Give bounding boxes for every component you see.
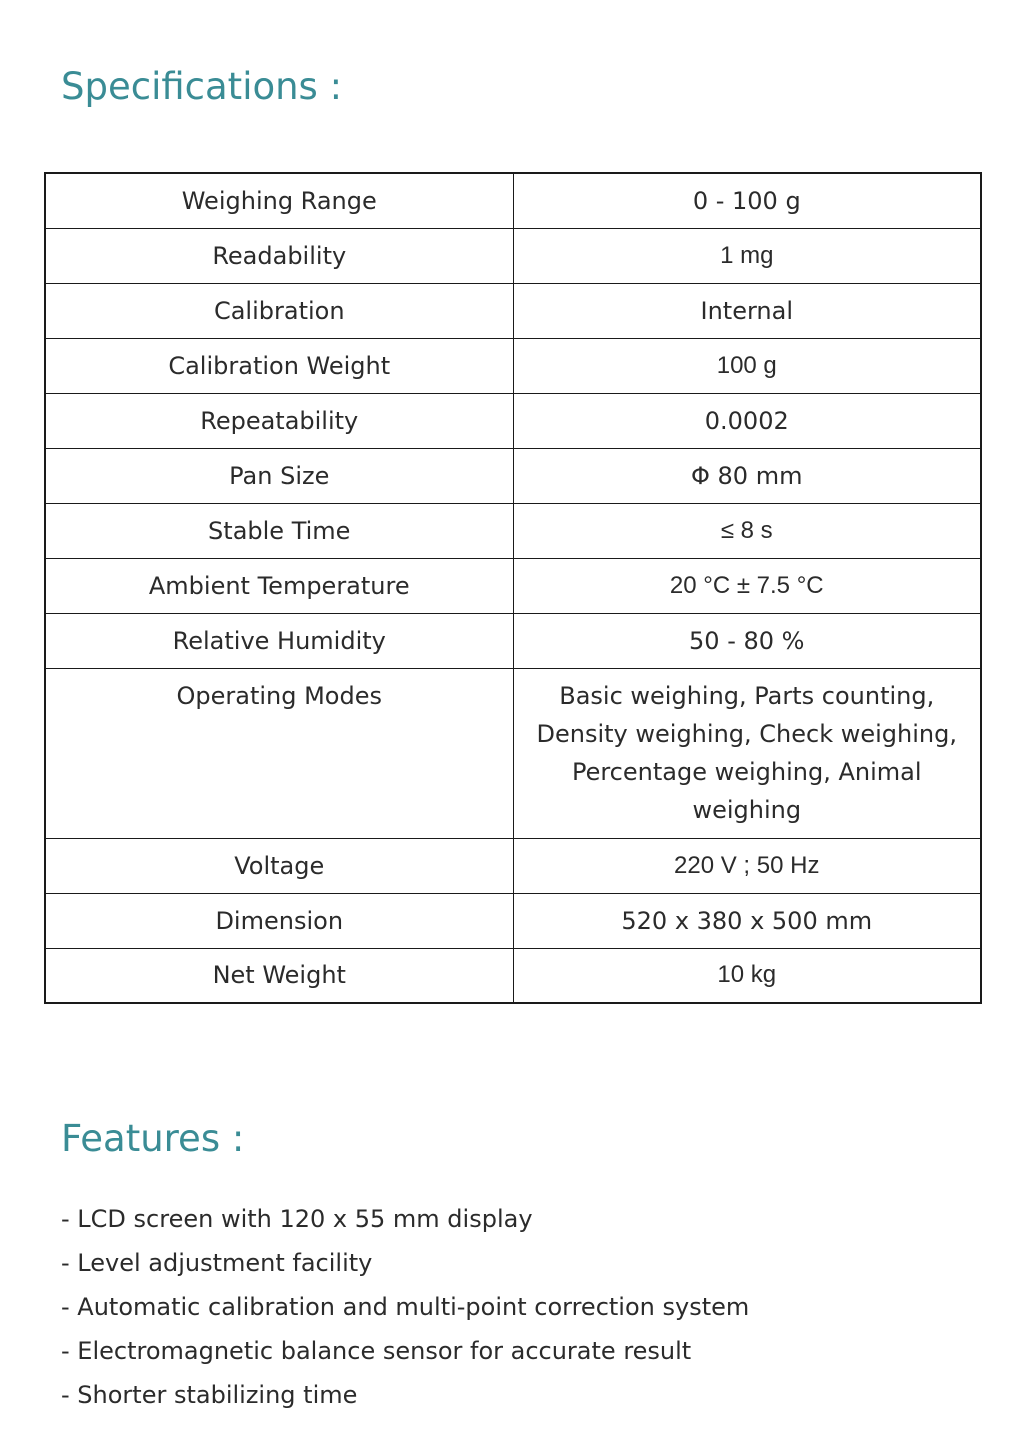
- table-row: [45, 893, 981, 948]
- specifications-table: [44, 172, 982, 1004]
- spec-value-readability: 1 mg: [513, 228, 981, 283]
- spec-label-calibration: Calibration: [45, 283, 513, 338]
- table-row: [45, 948, 981, 1003]
- spec-value-calibration-weight: 100 g: [513, 338, 981, 393]
- spec-value-calibration: Internal: [513, 283, 981, 338]
- table-row: [45, 448, 981, 503]
- spec-label-readability: Readability: [45, 228, 513, 283]
- spec-value-pan-size: Φ 80 mm: [513, 448, 981, 503]
- spec-label-weighing-range: Weighing Range: [45, 173, 513, 228]
- features-list: [61, 1197, 749, 1417]
- spec-value-voltage: 220 V ; 50 Hz: [513, 838, 981, 893]
- spec-label-voltage: Voltage: [45, 838, 513, 893]
- spec-value-operating-modes: Basic weighing, Parts counting, Density weighing, Check weighing, Percentage weighing, Animal weighing: [513, 668, 981, 838]
- table-row: [45, 558, 981, 613]
- spec-label-calibration-weight: Calibration Weight: [45, 338, 513, 393]
- spec-label-relative-humidity: Relative Humidity: [45, 613, 513, 668]
- spec-value-weighing-range: 0 - 100 g: [513, 173, 981, 228]
- spec-label-net-weight: Net Weight: [45, 948, 513, 1003]
- list-item: - Electromagnetic balance sensor for accurate result: [61, 1337, 692, 1365]
- spec-value-net-weight: 10 kg: [513, 948, 981, 1003]
- table-row: [45, 668, 981, 838]
- table-row: [45, 283, 981, 338]
- spec-label-dimension: Dimension: [45, 893, 513, 948]
- table-row: [45, 338, 981, 393]
- spec-value-repeatability: 0.0002: [513, 393, 981, 448]
- table-row: [45, 173, 981, 228]
- list-item: - Shorter stabilizing time: [61, 1381, 358, 1409]
- table-row: [45, 228, 981, 283]
- list-item: - LCD screen with 120 x 55 mm display: [61, 1205, 533, 1233]
- table-row: [45, 393, 981, 448]
- specifications-heading: Specifications :: [61, 65, 343, 108]
- spec-label-pan-size: Pan Size: [45, 448, 513, 503]
- spec-label-ambient-temperature: Ambient Temperature: [45, 558, 513, 613]
- table-row: [45, 838, 981, 893]
- spec-value-relative-humidity: 50 - 80 %: [513, 613, 981, 668]
- features-heading: Features :: [61, 1117, 245, 1160]
- spec-value-ambient-temperature: 20 °C ± 7.5 °C: [513, 558, 981, 613]
- list-item: - Automatic calibration and multi-point correction system: [61, 1293, 750, 1321]
- list-item: - Level adjustment facility: [61, 1249, 373, 1277]
- spec-value-dimension: 520 x 380 x 500 mm: [513, 893, 981, 948]
- table-row: [45, 613, 981, 668]
- spec-label-stable-time: Stable Time: [45, 503, 513, 558]
- spec-value-stable-time: ≤ 8 s: [513, 503, 981, 558]
- table-row: [45, 503, 981, 558]
- spec-label-operating-modes: Operating Modes: [45, 668, 513, 838]
- spec-label-repeatability: Repeatability: [45, 393, 513, 448]
